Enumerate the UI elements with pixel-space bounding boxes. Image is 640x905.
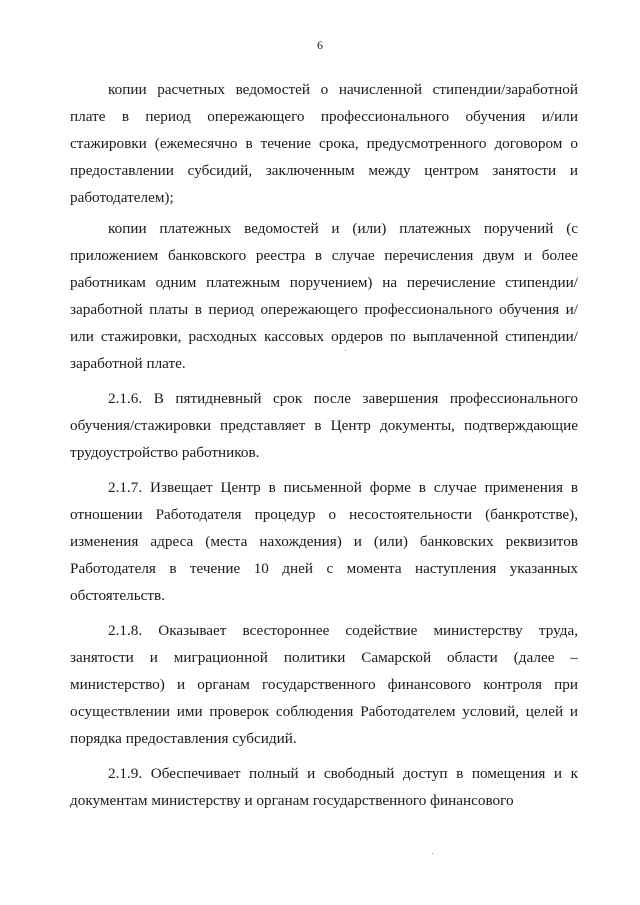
document-body	[70, 76, 578, 818]
page-number: 6	[317, 38, 323, 52]
paragraph-payment-orders: копии платежных ведомостей и (или) платежных поручений (с приложением банковского реестра в случае перечисления двум и более работникам одним платежным поручением) на перечисление стипендии/заработной платы в период опережающего профессионального обучения и/или стажировки, расходных кассовых ордеров по выплаченной стипендии/заработной плате.	[70, 220, 578, 372]
paragraph-2-1-6: 2.1.6. В пятидневный срок после завершения профессионального обучения/стажировки представляет в Центр документы, подтверждающие трудоустройство работников.	[70, 390, 578, 461]
paragraph-2-1-8: 2.1.8. Оказывает всестороннее содействие министерству труда, занятости и миграционной политики Самарской области (далее – министерство) и органам государственного финансового контроля при осуществлении ими проверок соблюдения Работодателем условий, целей и порядка предоставления субсидий.	[70, 622, 578, 747]
scan-speck	[345, 350, 346, 351]
scan-speck	[432, 853, 433, 854]
paragraph-2-1-9: 2.1.9. Обеспечивает полный и свободный доступ в помещения и к документам министерству и органам государственного финансового	[70, 765, 578, 809]
paragraph-2-1-7: 2.1.7. Извещает Центр в письменной форме в случае применения в отношении Работодателя процедур о несостоятельности (банкротстве), изменения адреса (места нахождения) и (или) банковских реквизитов Работодателя в течение 10 дней с момента наступления указанных обстоятельств.	[70, 479, 578, 604]
paragraph-payroll-statements: копии расчетных ведомостей о начисленной стипендии/заработной плате в период опережающего профессионального обучения и/или стажировки (ежемесячно в течение срока, предусмотренного договором о предоставлении субсидий, заключенным между центром занятости и работодателем);	[70, 81, 578, 206]
